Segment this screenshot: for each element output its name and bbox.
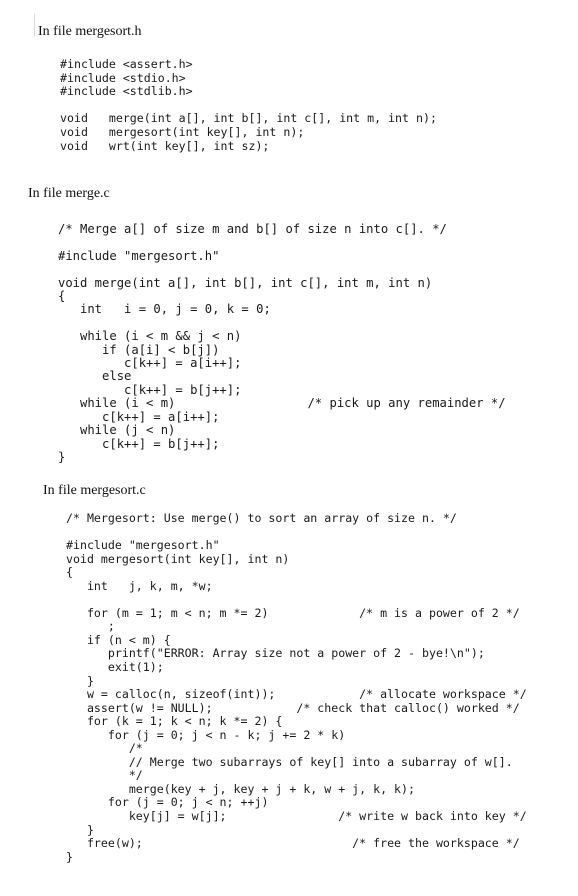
code-line: for (j = 0; j < n; ++j) — [66, 795, 269, 810]
code-line: /* — [66, 741, 143, 756]
code-line — [66, 526, 527, 540]
code-line: while (i < m) /* pick up any remainder */ — [58, 396, 506, 411]
code-line: { — [58, 289, 66, 304]
code-line: #include <stdlib.h> — [60, 84, 193, 99]
code-line: #include "mergesort.h" — [58, 248, 220, 263]
heading-mergesort-c: In file mergesort.c — [43, 483, 146, 498]
code-block-mergesort-h — [60, 58, 437, 153]
margin-rule — [34, 14, 35, 36]
code-line: exit(1); — [66, 660, 164, 675]
code-line: } — [66, 673, 94, 688]
code-line: c[k++] = a[i++]; — [58, 409, 220, 424]
code-line — [66, 593, 527, 607]
code-line: void mergesort(int key[], int n) — [66, 551, 290, 566]
code-line: #include <stdio.h> — [60, 70, 186, 85]
code-line: } — [66, 822, 94, 837]
code-line: void wrt(int key[], int sz); — [60, 138, 270, 153]
code-line: w = calloc(n, sizeof(int)); /* allocate workspace */ — [66, 687, 527, 702]
code-line: c[k++] = b[j++]; — [58, 436, 220, 451]
code-line: { — [66, 565, 73, 580]
code-line: key[j] = w[j]; /* write w back into key */ — [66, 809, 527, 824]
code-line: ; — [66, 619, 115, 634]
code-line: for (m = 1; m < n; m *= 2) /* m is a power of 2 */ — [66, 605, 520, 620]
code-line: free(w); /* free the workspace */ — [66, 836, 520, 851]
code-line: else — [58, 369, 132, 384]
code-block-merge-c — [58, 223, 506, 464]
code-block-mergesort-c — [66, 512, 527, 864]
heading-mergesort-h: In file mergesort.h — [38, 24, 142, 39]
code-line: */ — [66, 768, 143, 783]
code-line: while (j < n) — [58, 423, 176, 438]
code-line: #include "mergesort.h" — [66, 538, 220, 553]
code-line — [60, 99, 437, 113]
code-line: printf("ERROR: Array size not a power of 2 - bye!\n"); — [66, 646, 485, 661]
heading-merge-c: In file merge.c — [28, 186, 110, 201]
code-line: } — [66, 849, 73, 864]
code-line: c[k++] = b[j++]; — [58, 382, 242, 397]
code-line: } — [58, 449, 66, 464]
code-line: int j, k, m, *w; — [66, 578, 213, 593]
code-line: // Merge two subarrays of key[] into a subarray of w[]. — [66, 754, 513, 769]
code-line: void mergesort(int key[], int n); — [60, 124, 305, 139]
code-line: if (n < m) { — [66, 632, 171, 647]
code-line: #include <assert.h> — [60, 57, 193, 71]
code-line: assert(w != NULL); /* check that calloc() worked */ — [66, 700, 520, 715]
code-line: for (j = 0; j < n - k; j += 2 * k) — [66, 727, 346, 742]
code-line: c[k++] = a[i++]; — [58, 356, 242, 371]
code-line: for (k = 1; k < n; k *= 2) { — [66, 714, 283, 729]
code-line: void merge(int a[], int b[], int c[], int m, int n) — [58, 275, 433, 290]
code-line: void merge(int a[], int b[], int c[], int m, int n); — [60, 111, 437, 126]
code-line — [58, 236, 506, 249]
code-line: while (i < m && j < n) — [58, 329, 242, 344]
code-line: if (a[i] < b[j]) — [58, 342, 220, 357]
code-line: int i = 0, j = 0, k = 0; — [58, 302, 271, 317]
code-line — [58, 263, 506, 276]
code-line: /* Merge a[] of size m and b[] of size n into c[]. */ — [58, 222, 447, 236]
code-line: merge(key + j, key + j + k, w + j, k, k); — [66, 781, 416, 796]
code-line: /* Mergesort: Use merge() to sort an array of size n. */ — [66, 511, 457, 525]
code-line — [58, 317, 506, 330]
